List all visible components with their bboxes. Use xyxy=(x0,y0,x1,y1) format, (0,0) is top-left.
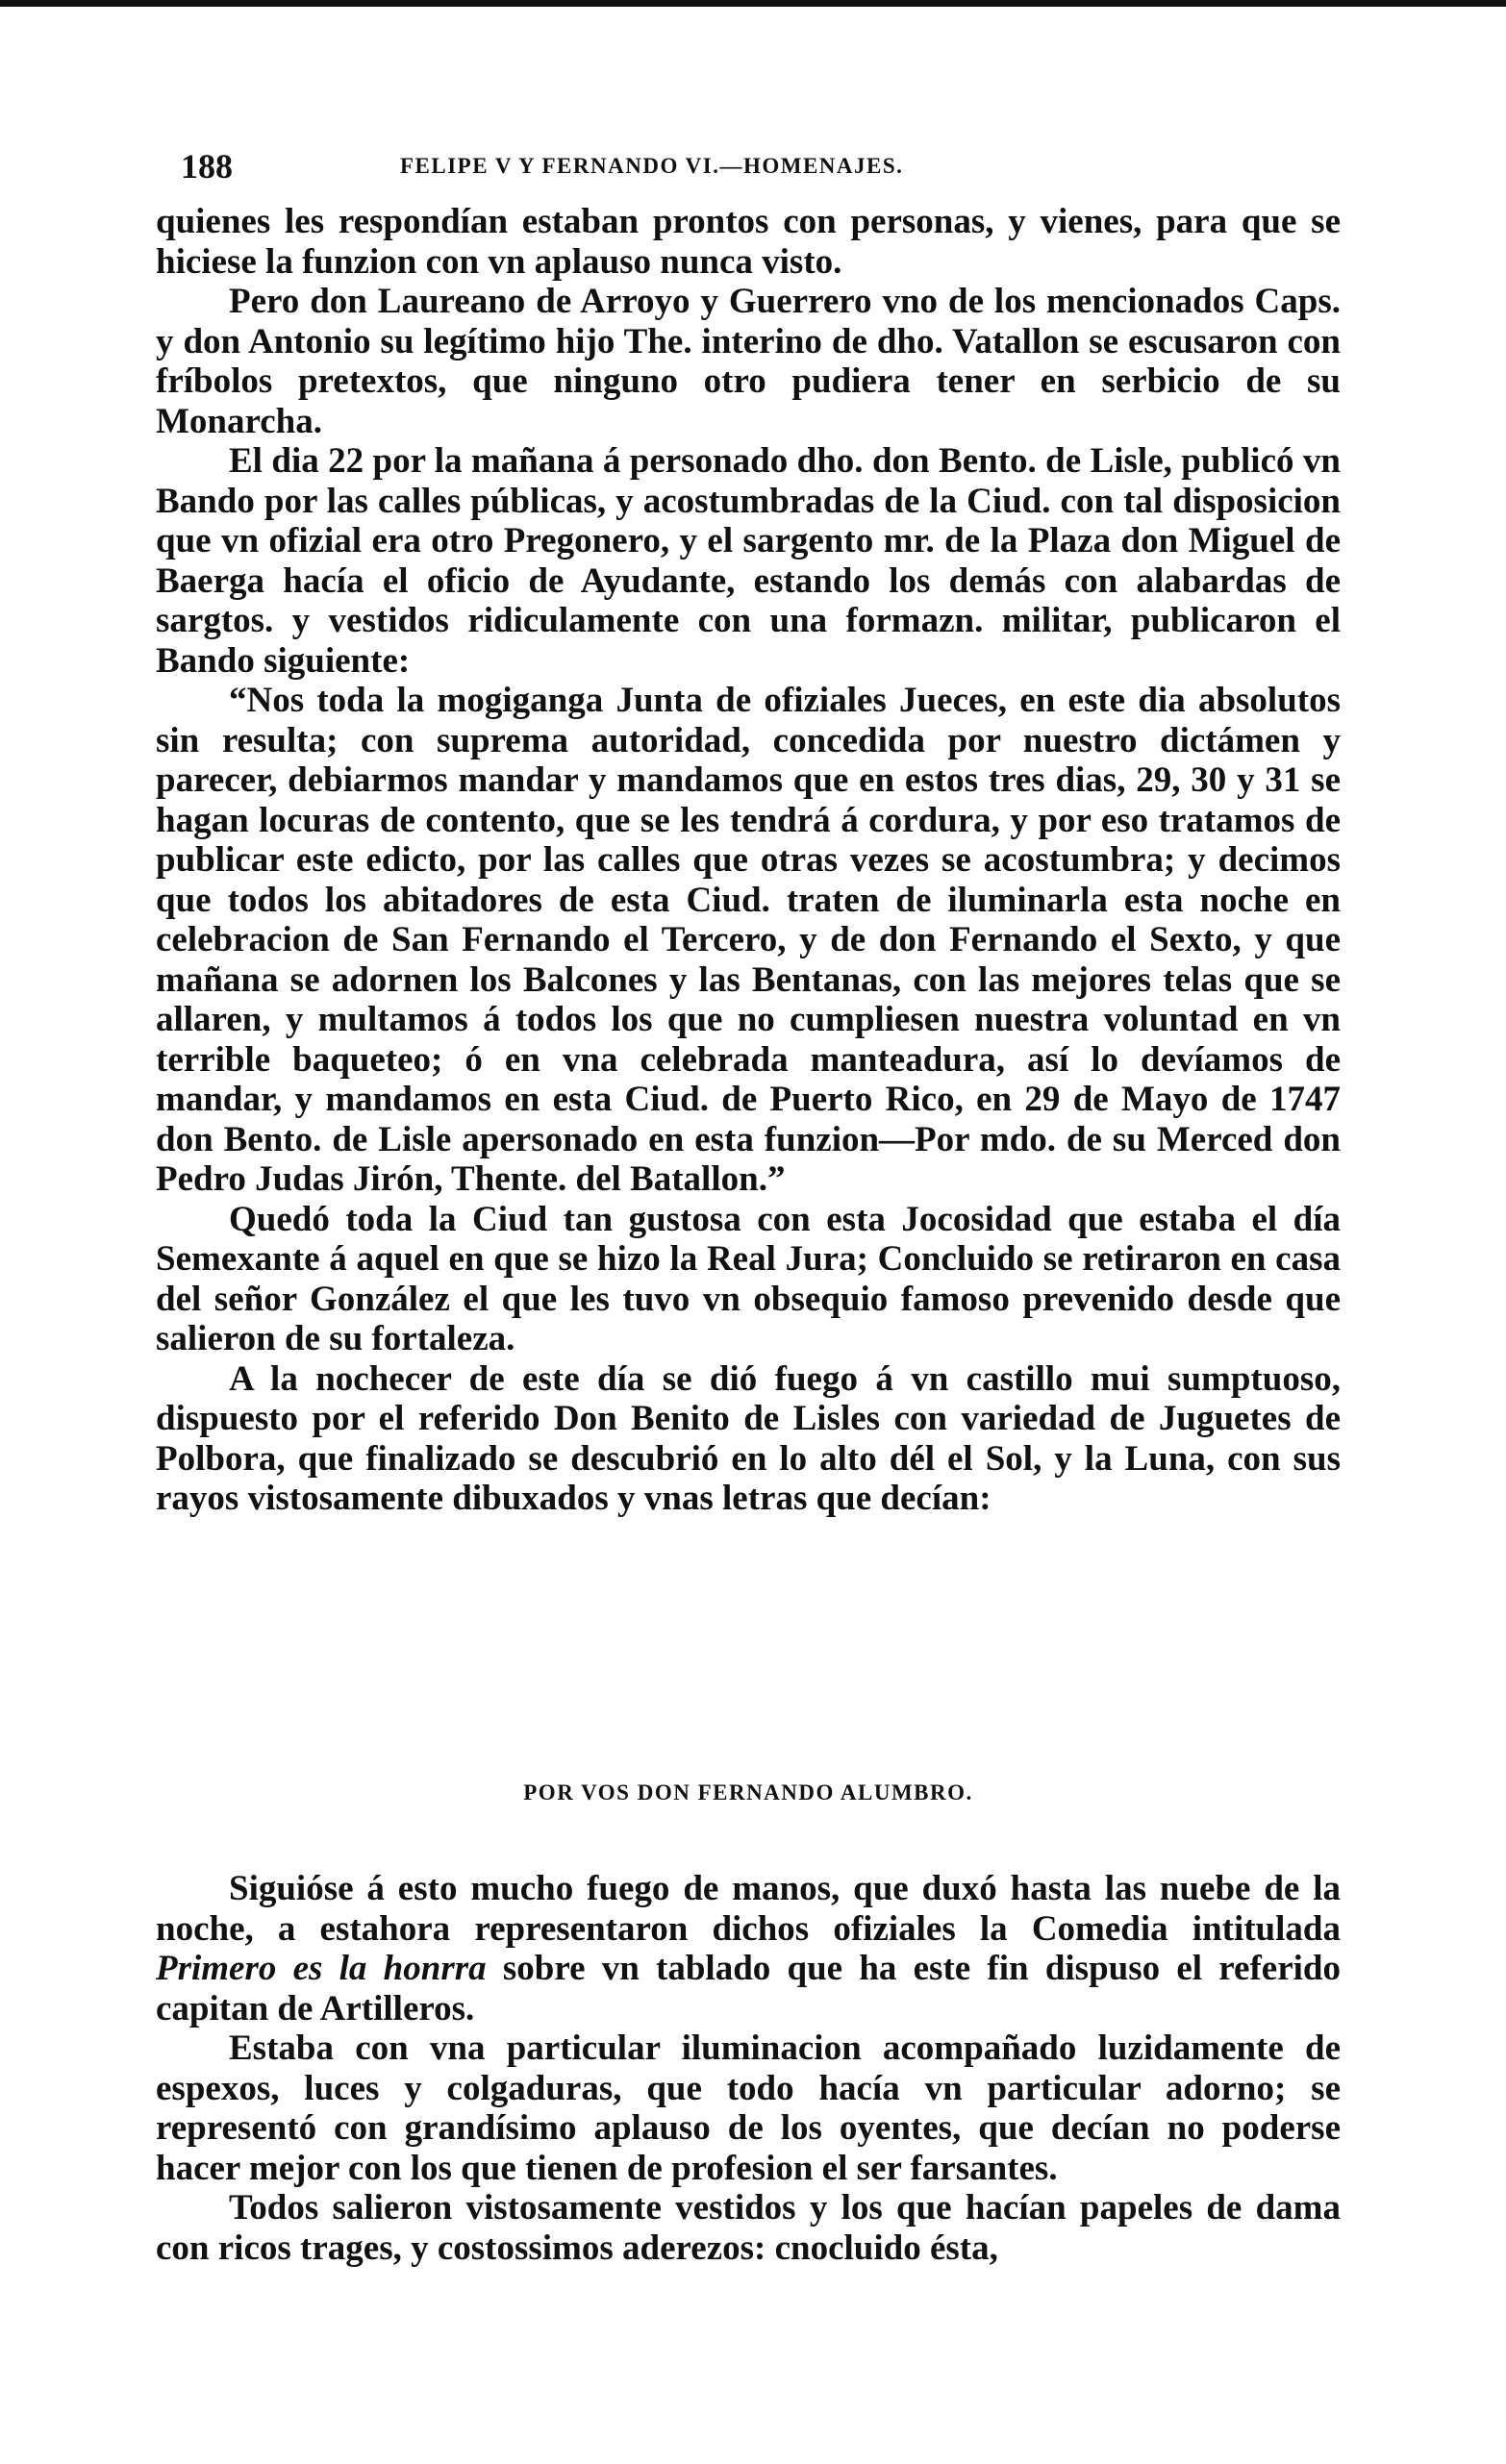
paragraph-6: A la nochecer de este día se dió fuego á vn castillo mui sumptuoso, dispuesto por el referido Don Benito de Lisles con variedad de Juguetes de Polbora, que finalizado se descubrió en lo alto dél el Sol, y la Luna, con sus rayos vistosamente dibuxados y vnas letras que decían: xyxy=(156,1358,1341,1518)
page-number: 188 xyxy=(181,147,233,186)
main-text xyxy=(156,202,1341,1519)
paragraph-1: quienes les respondían estaban prontos con personas, y vienes, para que se hiciese la funzion con vn aplauso nunca visto. xyxy=(156,202,1341,282)
paragraph-2: Pero don Laureano de Arroyo y Guerrero vno de los mencionados Caps. y don Antonio su legítimo hijo The. interino de dho. Vatallon se escusaron con fríbolos pretextos, que ninguno otro pudiera tener en serbicio de su Monarcha. xyxy=(156,282,1341,441)
paragraph-5: Quedó toda la Ciud tan gustosa con esta Jocosidad que estaba el día Semexante á aquel en que se hizo la Real Jura; Concluido se retiraron en casa del señor González el que les tuvo vn obsequio famoso prevenido desde que salieron de su fortaleza. xyxy=(156,1199,1341,1358)
paragraph-8: Estaba con vna particular iluminacion acompañado luzidamente de espexos, luces y colgaduras, que todo hacía vn particular adorno; se representó con grandísimo aplauso de los oyentes, que decían no poderse hacer mejor con los que tienen de profesion el ser farsantes. xyxy=(156,2028,1341,2188)
paragraph-7 xyxy=(156,1869,1341,2028)
inscription-heading: POR VOS DON FERNANDO ALUMBRO. xyxy=(523,1780,973,1804)
page-header xyxy=(181,146,1344,185)
paragraph-3: El dia 22 por la mañana á personado dho. don Bento. de Lisle, publicó vn Bando por las calles públicas, y acostumbradas de la Ciud. con tal disposicion que vn ofizial era otro Pregonero, y el sargento mr. de la Plaza don Miguel de Baerga hacía el oficio de Ayudante, estando los demás con alabardas de sargtos. y vestidos ridiculamente con una formazn. militar, publicaron el Bando siguiente: xyxy=(156,441,1341,681)
paragraph-7-end: sobre vn tablado que ha este fin dispuso el referido capitan de Artilleros. xyxy=(156,1949,1341,2028)
paragraph-7-start: Siguióse á esto mucho fuego de manos, que duxó hasta las nuebe de la noche, a estahora representaron dichos ofiziales la Comedia intitulada xyxy=(156,1869,1341,1949)
running-title: FELIPE V Y FERNANDO VI.—HOMENAJES. xyxy=(400,154,904,178)
main-text-continued xyxy=(156,1869,1341,2268)
comedy-title: Primero es la honrra xyxy=(156,1949,487,1988)
paragraph-4-edict: “Nos toda la mogiganga Junta de ofiziales Jueces, en este dia absolutos sin resulta; con suprema autoridad, concedida por nuestro dictámen y parecer, debiarmos mandar y mandamos que en estos tres dias, 29, 30 y 31 se hagan locuras de contento, que se les tendrá á cordura, y por eso tratamos de publicar este edicto, por las calles que otras vezes se acostumbra; y decimos que todos los abitadores de esta Ciud. traten de iluminarla esta noche en celebracion de San Fernando el Tercero, y de don Fernando el Sexto, y que mañana se adornen los Balcones y las Bentanas, con las mejores telas que se allaren, y multamos á todos los que no cumpliesen nuestra voluntad en vn terrible baqueteo; ó en vna celebrada manteadura, así lo devíamos de mandar, y mandamos en esta Ciud. de Puerto Rico, en 29 de Mayo de 1747 don Bento. de Lisle apersonado en esta funzion—Por mdo. de su Merced don Pedro Judas Jirón, Thente. del Batallon.” xyxy=(156,681,1341,1199)
paragraph-9: Todos salieron vistosamente vestidos y los que hacían papeles de dama con ricos trages, y costossimos aderezos: cnocluido ésta, xyxy=(156,2188,1341,2268)
top-border-rule xyxy=(0,0,1506,7)
